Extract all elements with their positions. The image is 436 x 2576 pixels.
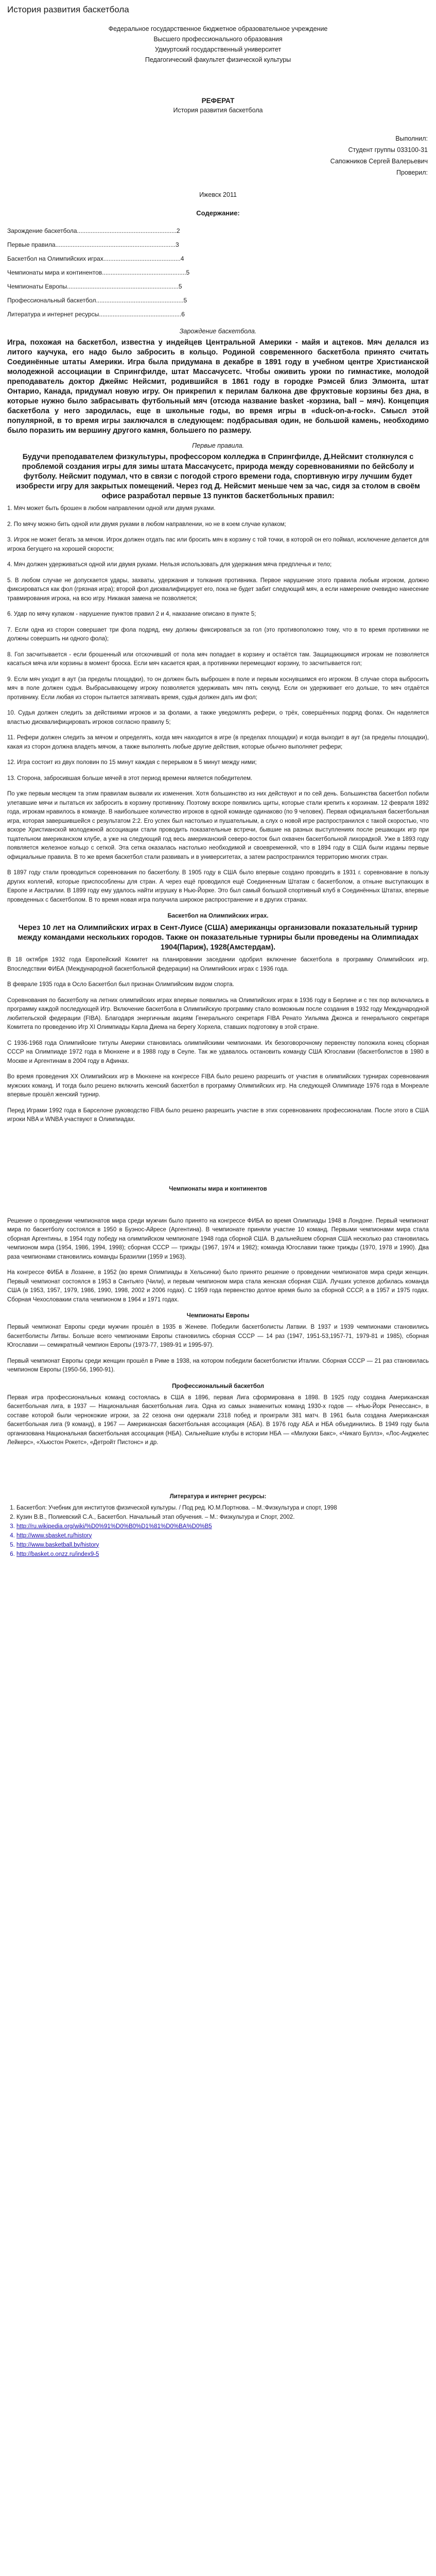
toc-item: Литература и интернет ресурсы................................................6 <box>7 311 185 318</box>
section-text: С 1936-1968 года Олимпийские титулы Америки становилась олимпийскими чемпионами. Их безоговорочному первенству положила конец сборная СССР на Олимпиаде 1972 года в Мюнхене и в 1988 году в Сеуле. Так же удавалось остановить команду США Югославии (баскетболистов в 1980 в Москве и Аргентинам в 2004 году в Афинах. <box>7 1040 429 1064</box>
header-line: Высшего профессионального образования <box>153 36 283 43</box>
city-year: Ижевск 2011 <box>199 191 237 198</box>
rule-item: 12. Игра состоит из двух половин по 15 минут каждая с перерывом в 5 минут между ними; <box>7 759 257 766</box>
literature-item: 2. Кузин В.В., Полиевский С.А., Баскетбол. Начальный этап обучения. – М.: Физкультура и Спорт, 2002. <box>16 1513 429 1522</box>
section-heading: Первые правила. <box>192 442 244 449</box>
literature-link[interactable]: 3. http://ru.wikipedia.org/wiki/%D0%91%D0%B0%D1%81%D0%BA%D0%B5 <box>16 1522 429 1531</box>
rule-item: 5. В любом случае не допускается удары, захваты, удержания и толкания противника. Первое нарушение этого правила любым игроком, должно фиксироваться как фол (грязная игра); второй фол дисквалифицирует его, пока не будет забит следующий мяч, а если намерение очевидно нанесение травмирования игрока, на всю игру. Никакая замена не позволяется; <box>7 577 429 602</box>
author-line: Студент группы 033100-31 <box>348 146 428 154</box>
header-line: Федеральное государственное бюджетное образовательное учреждение <box>108 25 328 32</box>
section-text: Первый чемпионат Европы среди мужчин прошёл в 1935 в Женеве. Победили баскетболисты Латвии. В 1937 и 1939 чемпионами становились баскетболисты Литвы. Больше всего чемпионами Европы становились сборная СССР — 14 раз (1947, 1951-53,1957-71, 1979-81 и 1985), сборная Югославии — семикратный чемпион Европы (1973-77, 1989-91 и 1995-97). <box>7 1324 429 1348</box>
literature-heading: Литература и интернет ресурсы: <box>169 1493 267 1500</box>
referat-subject: История развития баскетбола <box>173 107 263 114</box>
rule-item: 1. Мяч может быть брошен в любом направлении одной или двумя руками. <box>7 505 216 512</box>
section-text: Первый чемпионат Европы среди женщин прошёл в Риме в 1938, на котором победили баскетболистки Италии. Сборная СССР — 21 раз становилась чемпионом Европы (1950-56, 1960-91). <box>7 1358 429 1373</box>
rule-item: 6. Удар по мячу кулаком - нарушение пунктов правил 2 и 4, наказание описано в пункте 5; <box>7 611 256 617</box>
section-text: Соревнования по баскетболу на летних олимпийских играх впервые появились на Олимпийских играх в 1936 году в Берлине и с тех пор включались в программу каждой последующей Игр. Включение баскетбола в Олимпийскую программу стало возможным после создания в 1932 году Международной любительской федерации (FIBA). Благодаря энергичным акциям Генерального секретаря FIBA Ренато Уильяма Джонса и генерального секретаря Комитета по проведению Игр XI Олимпиады Карла Диема на берегу Хорхела, ставших подготовку в этой стране. <box>7 997 429 1030</box>
literature-list <box>16 1504 429 1559</box>
literature-link[interactable]: 6. http://basket.o.onzz.ru/index9-5 <box>16 1550 429 1559</box>
rule-item: 10. Судья должен следить за действиями игроков и за фолами, а также уведомлять рефери, о трёх, совершённых подряд фолах. Он наделяется властью дисквалифицировать игроков согласно правилу 5; <box>7 710 429 725</box>
rule-item: 2. По мячу можно бить одной или двумя руками в любом направлении, но не в коем случае кулаком; <box>7 521 286 528</box>
toc-item: Баскетбол на Олимпийских играх.............................................4 <box>7 255 184 262</box>
toc-item: Чемпионаты мира и континентов.................................................5 <box>7 269 190 276</box>
header-line: Педагогический факультет физической культуры <box>145 56 291 63</box>
rule-item: 13. Сторона, забросившая больше мячей в этот период времени является победителем. <box>7 775 253 782</box>
section-text: Перед Играми 1992 года в Барселоне руководство FIBA было решено разрешить участие в этих соревнованиях профессионалам. После этого в США игроки NBA и WNBA участвуют в Олимпиадах. <box>7 1107 429 1123</box>
rule-item: 9. Если мяч уходит в аут (за пределы площадки), то он должен быть выброшен в поле и первым коснувшимся его игроком. В случае спора выбросить мяч в поле должен судья. Выбрасывающему игроку позволяется удерживать мяч пять секунд. Если он удерживает его дольше, то мяч отдаётся противнику. Если любая из сторон пытается затягивать время, судья должен дать им фол; <box>7 676 429 701</box>
referat-label: РЕФЕРАТ <box>201 97 235 105</box>
toc-heading: Содержание: <box>196 209 240 217</box>
literature-link[interactable]: 4. http://www.sbasket.ru/history <box>16 1532 429 1540</box>
section-text: В 1897 году стали проводиться соревнования по баскетболу. В 1905 году в США было впервые создано проводить в 1931 г. соревнование в пользу других коллегий, которые приспособлены для стран. А через ещё проводился ещё Соединенным Штатам с баскетболом, а отныне выступающих в Европе и Австралии. В 1899 году ему удалось найти игрушку в Нью-Йорке. Это был самый большой спортивный клуб в Соединённых Штатах, впервые проведенных с баскетболом. В то время новая игра получила широкое распространение и в других странах. <box>7 870 429 903</box>
section-heading: Зарождение баскетбола. <box>179 328 257 335</box>
section-intro: Через 10 лет на Олимпийских играх в Сент-Луисе (США) американцы организовали показательный турнир между командами нескольких городов. Также он показательные турниры были проведены на Олимпиадах 1904(Париж), 1928(Амстердам). <box>18 924 418 952</box>
rule-item: 11. Рефери должен следить за мячом и определять, когда мяч находится в игре (в пределах площадки) и когда выходит в аут (за пределы площадки), какая из сторон должна владеть мячом, а также выполнять любые другие действия, которые обычно выполняет рефери; <box>7 735 429 750</box>
section-heading: Профессиональный баскетбол <box>172 1383 264 1389</box>
rule-item: 4. Мяч должен удерживаться одной или двумя руками. Нельзя использовать для удержания мяча предплечья и тело; <box>7 562 332 568</box>
section-text: Первая игра профессиональных команд состоялась в США в 1896, первая Лига сформирована в 1898. В 1925 году создана Американская баскетбольная лига, в 1937 — Национальная баскетбольная лига. Одна из самых знаменитых команд 1930-х годов — «Нью-Йорк Ренессанс», в составе которой были чернокожие игроки, за 22 сезона они одержали 2318 побед и проиграли 381 матч. В 1961 была создана Американская баскетбольная лига (9 команд), в 1967 — Американская баскетбольная ассоциация (АБА). В 1976 году АБА и НБА объединились. В 1949 году была организована Национальная баскетбольная ассоциация (НБА). Сильнейшие клубы в истории НБА — «Милуоки Бакс», «Чикаго Буллз», «Лос-Анджелес Лейкерс», «Хьюстон Рокетс», «Детройт Пистонс» и др. <box>7 1394 429 1446</box>
section-text: На конгрессе ФИБА в Лозанне, в 1952 (во время Олимпиады в Хельсинки) было принято решение о проведении чемпионатов мира среди женщин. Первый чемпионат состоялся в 1953 в Сантьяго (Чили), и первым чемпионом мира стала женская сборная США. Лучших успехов добилась команда США (в 1953, 1957, 1979, 1986, 1990, 1998, 2002 и 2006 годах). С 1959 года первенство долгое время было за сборной СССР, а в 1957 и 1975 годах. Сборная Чехословакии стала чемпионом в 1964 и 1971 годах. <box>7 1269 429 1303</box>
table-of-contents <box>7 224 429 321</box>
author-line: Проверил: <box>396 169 428 176</box>
author-block <box>7 133 429 178</box>
author-line: Сапожников Сергей Валерьевич <box>330 158 428 165</box>
section-heading: Чемпионаты мира и континентов <box>169 1185 267 1192</box>
section-text: В феврале 1935 года в Осло Баскетбол был признан Олимпийским видом спорта. <box>7 981 234 988</box>
section-intro: Будучи преподавателем физкультуры, профессором колледжа в Спрингфилде, Д.Нейсмит столкнулся с проблемой создания игры для зимы штата Массачусетс, природа между соревнованиями по бейсболу и футболу. Нейсмит подумал, что в связи с погодой строго времени года, спортивную игру лучшим будет изобрести игру для закрытых помещений. Через год Д. Нейсмит меньше чем за час, сидя за столом в своём офисе разработал первые 13 пунктов баскетбольных правил: <box>16 453 420 500</box>
author-line: Выполнил: <box>395 135 428 142</box>
rules-list <box>7 504 429 783</box>
section-text: Игра, похожая на баскетбол, известна у индейцев Центральной Америки - майя и ацтеков. Мяч делался из литого каучука, его надо было забросить в кольцо. Родиной современного баскетбола принято считать Соединённые штаты Америки. Игра была придумана в декабре в 1891 году в учебном центре Христианской молодежной ассоциации в Спрингфилде, штат Массачусетс. Чтобы оживить уроки по гимнастике, молодой преподаватель доктор Джеймс Нейсмит, родившийся в 1861 году в городке Рэмсей близ Элмонта, штат Онтарио, Канада, придумал новую игру. Он прикрепил к перилам балкона две фруктовые корзины без дна, в которые нужно было забрасывать футбольный мяч (отсюда название basket -корзина, ball – мяч). Концепция баскетбола у него зародилась, еще в школьные годы, во время игры в «duck-on-a-rock». Смысл этой популярной, в то время игры заключался в следующем: подбрасывая один, не большой камень, необходимо было поразить им вершину другого камня, большего по размеру. <box>7 338 429 435</box>
section-text: По уже первым месяцем та этим правилам вызвали их изменения. Хотя большинство из них действуют и по сей день. Большинства баскетбол побили улетавшие мячи и пытаться их забросить в корзину противнику. Поэтому вскоре появились щиты, которые стали крепить к корзинам. 12 февраля 1892 года, игрокам нравилось в команде. В наибольшее количество игроков в одной команде одинаково (по 9 человек). Первая официальная баскетбольная игра, которая завершившейся с результатом 2:2. Его успех был настолько и пушательным, а слух о новой игре распространился с такой скоростью, что вскоре Христианской молодежной ассоциации стали проводить показательные встречи, бывшие на разных выступлениях после решающих игр при тщательном американском клубе, а уже на следующий год весь американский северо-восток был охвачен баскетбольной лихорадкой. Уже в 1893 году появляется железное кольцо с сеткой. Эта сетка оказалась настолько необходимой и своевременной, что в 1894 году в США были изданы первые официальные правила. В то же время баскетбол стали развивать и в университетах, а затем распространился территорию многих стран. <box>7 791 429 860</box>
toc-item: Чемпионаты Европы.................................................................5 <box>7 283 182 290</box>
literature-item: 1. Баскетбол: Учебник для институтов физической культуры. / Под ред. Ю.М.Портнова. – М.:Физкультура и спорт, 1998 <box>16 1504 429 1513</box>
institution-header <box>7 24 429 65</box>
rule-item: 3. Игрок не может бегать за мячом. Игрок должен отдать пас или бросить мяч в корзину с той точки, в которой он его поймал, исключение делается для игрока бегущего на хорошей скорости; <box>7 537 429 552</box>
section-text: В 18 октября 1932 года Европейский Комитет на планировании заседании одобрил включение баскетбола в программу Олимпийских игр. Впоследствии ФИБА (Международной баскетбольной федерации) на Олимпийских играх с 1936 года. <box>7 957 429 972</box>
toc-item: Зарождение баскетбола..........................................................2 <box>7 227 180 234</box>
section-text: Во время проведения XX Олимпийских игр в Мюнхене на конгрессе FIBA было решено разрешить от участия в олимпийских турнирах соревнования мужских команд. И тогда было решено включить женский баскетбол в программу Олимпийских игр. На следующей Олимпиаде 1976 года в Монреале впервые прошёл женский турнир. <box>7 1074 429 1098</box>
rule-item: 7. Если одна из сторон совершает три фола подряд, ему должны фиксироваться за гол (это противоположно тому, что в то время противники не должны совершить ни одного фола); <box>7 626 429 642</box>
section-text: Решение о проведении чемпионатов мира среди мужчин было принято на конгрессе ФИБА во время Олимпиады 1948 в Лондоне. Первый чемпионат мира по баскетболу состоялся в 1950 в Буэнос-Айресе (Аргентина). В чемпионате приняли участие 10 команд. Первыми чемпионами мира стала сборная Аргентины, в 1954 году победу на олимпийском чемпионате 1948 года сборной США. В дальнейшем сборная США несколько раз становилась чемпионом мира (1954, 1986, 1994, 1998); сборная СССР — трижды (1967, 1974 и 1982); команда Югославии также трижды (1970, 1978 и 1990). Два раза чемпионами становились команды Бразилии (1959 и 1963). <box>7 1217 429 1260</box>
rule-item: 8. Гол засчитывается - если брошенный или отскочивший от пола мяч попадает в корзину и остаётся там. Защищающимся игрокам не позволяется касаться мяча или корзины в момент броска. Если мяч касается края, а противники перемещают корзину, то засчитывается гол; <box>7 651 429 667</box>
section-heading: Чемпионаты Европы <box>186 1313 250 1319</box>
header-line: Удмуртский государственный университет <box>154 46 282 53</box>
document-title: История развития баскетбола <box>7 5 129 14</box>
toc-item: Первые правила......................................................................3 <box>7 241 179 248</box>
toc-item: Профессиональный баскетбол...................................................5 <box>7 297 187 304</box>
literature-link[interactable]: 5. http://www.basketball.by/history <box>16 1541 429 1550</box>
section-heading: Баскетбол на Олимпийских играх. <box>167 913 269 919</box>
